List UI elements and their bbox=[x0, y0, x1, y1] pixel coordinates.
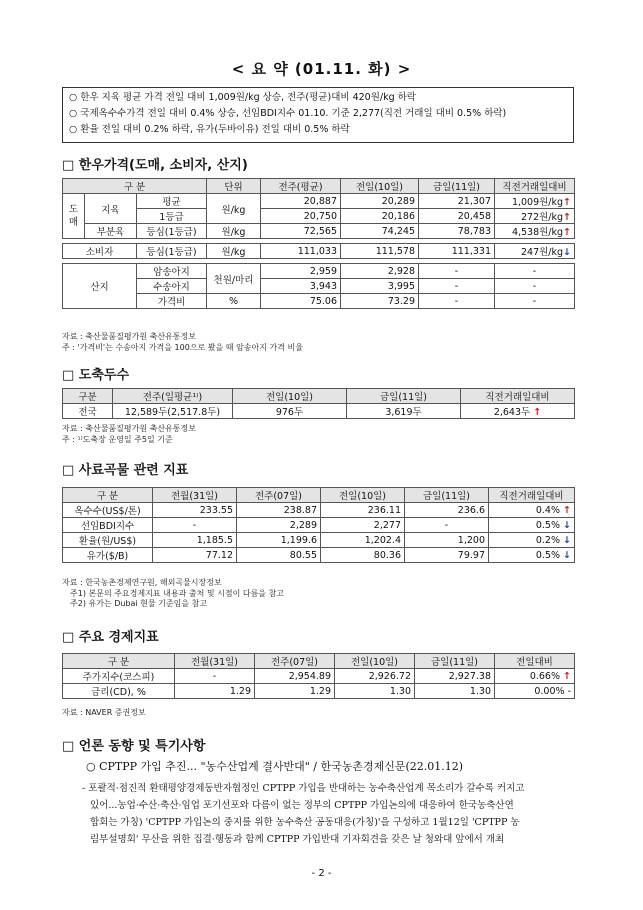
value-cell: 236.11 bbox=[321, 503, 405, 518]
value-cell: 20,750 bbox=[261, 209, 341, 224]
table-row bbox=[63, 224, 575, 239]
value-cell: 2,289 bbox=[237, 518, 321, 533]
value-cell: 77.12 bbox=[153, 548, 237, 563]
summary-line: ○ 국제옥수수가격 전일 대비 0.4% 상승, 선임BDI지수 01.10. 기준 2,277(직전 거래일 대비 0.5% 하락) bbox=[69, 108, 507, 119]
sirloin-label: 등심(1등급) bbox=[137, 244, 207, 259]
change-cell: - bbox=[495, 279, 575, 294]
value-cell: - bbox=[153, 518, 237, 533]
change-cell bbox=[489, 518, 575, 533]
change-value: 0.5% bbox=[535, 519, 560, 531]
value-cell: 2,277 bbox=[321, 518, 405, 533]
header-cell: 직전거래일대비 bbox=[461, 389, 575, 404]
row-label: 주가지수(코스피) bbox=[63, 669, 175, 684]
value-cell: 3,619두 bbox=[347, 404, 461, 419]
value-cell: 233.55 bbox=[153, 503, 237, 518]
value-cell: 20,289 bbox=[341, 194, 419, 209]
change-cell bbox=[489, 548, 575, 563]
header-cell: 직전거래일대비 bbox=[489, 488, 575, 503]
note-line: 주 : ¹⁾도축장 운영일 주5일 기준 bbox=[62, 434, 173, 444]
section-hanwoo-title: □ 한우가격(도매, 소비자, 산지) bbox=[62, 158, 248, 173]
table-row bbox=[63, 548, 575, 563]
consumer-label: 소비자 bbox=[63, 244, 137, 259]
header-cell: 금일(11일) bbox=[415, 654, 495, 669]
note-line: 주 : '가격비'는 수송아지 가격을 100으로 봤을 때 암송아지 가격 비율 bbox=[62, 342, 303, 352]
news-line: 림부설명회' 무산을 위한 집결·행동과 함께 CPTPP 가입반대 기자회견을 갖은 날 청와대 앞에서 개최 bbox=[90, 834, 505, 845]
value-cell: 111,578 bbox=[341, 244, 419, 259]
header-cell: 전일(10일) bbox=[341, 179, 419, 194]
table-row bbox=[63, 244, 575, 259]
summary-box bbox=[62, 87, 574, 143]
change-cell: - bbox=[495, 264, 575, 279]
farm-label: 산지 bbox=[63, 264, 137, 309]
value-cell: - bbox=[405, 518, 489, 533]
arrow-down-icon: ↓ bbox=[563, 534, 571, 546]
arrow-up-icon: ↑ bbox=[533, 407, 542, 418]
change-cell bbox=[495, 224, 575, 239]
row-label: 유가($/B) bbox=[63, 548, 153, 563]
header-cell: 구 분 bbox=[63, 654, 175, 669]
header-cell: 전주(07일) bbox=[255, 654, 335, 669]
row-label: 전국 bbox=[63, 404, 113, 419]
header-cell: 직전거래일대비 bbox=[495, 179, 575, 194]
sirloin-label: 등심(1등급) bbox=[137, 224, 207, 239]
value-cell: 3,995 bbox=[341, 279, 419, 294]
unit-cell: 원/kg bbox=[207, 244, 261, 259]
value-cell: 12,589두(2,517.8두) bbox=[113, 404, 233, 419]
economy-table bbox=[62, 653, 575, 699]
arrow-down-icon: ↓ bbox=[563, 247, 572, 258]
value-cell: 1.30 bbox=[415, 684, 495, 699]
header-cell: 금일(11일) bbox=[419, 179, 495, 194]
table-row bbox=[63, 194, 575, 209]
change-value: 0.66% bbox=[529, 670, 560, 682]
carcass-label: 지육 bbox=[85, 194, 137, 224]
table-row bbox=[63, 279, 575, 294]
value-cell: 74,245 bbox=[341, 224, 419, 239]
value-cell: 21,307 bbox=[419, 194, 495, 209]
value-cell: 238.87 bbox=[237, 503, 321, 518]
row-label: 금리(CD), % bbox=[63, 684, 175, 699]
note-line: 주2) 유가는 Dubai 현물 기준임을 참고 bbox=[70, 599, 208, 608]
change-value: 1,009원/kg bbox=[511, 197, 564, 208]
change-value: 0.4% bbox=[535, 504, 560, 516]
value-cell: 72,565 bbox=[261, 224, 341, 239]
value-cell: 2,927.38 bbox=[415, 669, 495, 684]
change-value: 272원/kg bbox=[521, 212, 564, 223]
note-line: 주1) 본문의 주요경제지표 내용과 출처 및 시점이 다름을 참고 bbox=[70, 588, 285, 598]
value-cell: 2,954.89 bbox=[255, 669, 335, 684]
news-line: 있어...농업·수산·축산·임업 포기선포와 다름이 없는 정부의 CPTPP 가입논의에 대응하여 한국농축산연 bbox=[90, 800, 514, 811]
row-label: 선임BDI지수 bbox=[63, 518, 153, 533]
header-cell: 전주(07일) bbox=[237, 488, 321, 503]
source-note bbox=[62, 708, 146, 719]
value-cell: 20,887 bbox=[261, 194, 341, 209]
row-label: 환율(원/US$) bbox=[63, 533, 153, 548]
change-value: 4,538원/kg bbox=[511, 227, 564, 238]
value-cell: 1.29 bbox=[255, 684, 335, 699]
table-row bbox=[63, 503, 575, 518]
arrow-up-icon: ↑ bbox=[563, 227, 572, 238]
value-cell: 2,959 bbox=[261, 264, 341, 279]
change-cell bbox=[495, 244, 575, 259]
header-cell: 구분 bbox=[63, 389, 113, 404]
table-header-row bbox=[63, 389, 575, 404]
part-label: 부분육 bbox=[85, 224, 137, 239]
page-number: - 2 - bbox=[311, 868, 332, 879]
value-cell: - bbox=[419, 264, 495, 279]
dash-icon: - bbox=[567, 685, 571, 697]
arrow-down-icon: ↓ bbox=[563, 519, 571, 531]
table-row bbox=[63, 209, 575, 224]
news-line: - 포괄적·점진적 환태평양경제동반자협정인 CPTPP 가입을 반대하는 농수축산업계 목소리가 갈수록 커지고 bbox=[82, 783, 525, 794]
arrow-up-icon: ↑ bbox=[563, 504, 571, 516]
change-cell: - bbox=[495, 294, 575, 309]
table-row bbox=[63, 404, 575, 419]
page-title: < 요 약 (01.11. 화) > bbox=[231, 60, 412, 78]
source-note bbox=[62, 424, 196, 445]
source-note bbox=[62, 332, 303, 353]
value-cell: 111,033 bbox=[261, 244, 341, 259]
value-cell: 1,185.5 bbox=[153, 533, 237, 548]
value-cell: 1.29 bbox=[175, 684, 255, 699]
row-label: 옥수수(US$/톤) bbox=[63, 503, 153, 518]
male-calf-label: 수송아지 bbox=[137, 279, 207, 294]
table-row bbox=[63, 294, 575, 309]
change-value: 0.2% bbox=[535, 534, 560, 546]
value-cell: 111,331 bbox=[419, 244, 495, 259]
table-row bbox=[63, 684, 575, 699]
change-cell bbox=[495, 669, 575, 684]
unit-cell: % bbox=[207, 294, 261, 309]
source-note bbox=[62, 578, 284, 610]
header-cell: 전일(10일) bbox=[335, 654, 415, 669]
note-line: 자료 : 축산물품질평가원 축산유통정보 bbox=[62, 332, 196, 341]
change-value: 2,643두 bbox=[493, 407, 531, 418]
change-cell bbox=[489, 533, 575, 548]
hanwoo-price-table bbox=[62, 178, 575, 309]
header-cell: 단위 bbox=[207, 179, 261, 194]
change-value: 0.00% bbox=[534, 685, 565, 697]
header-cell: 전일(10일) bbox=[321, 488, 405, 503]
section-feed-title: □ 사료곡물 관련 지표 bbox=[62, 463, 189, 478]
value-cell: 73.29 bbox=[341, 294, 419, 309]
header-cell: 전주(일평균¹⁾) bbox=[113, 389, 233, 404]
note-line: 자료 : 축산물품질평가원 축산유통정보 bbox=[62, 424, 196, 433]
news-line: 합회는 가칭) 'CPTPP 가입논의 중지를 위한 농수축산 공동대응(가칭)'을 구성하고 1월12일 'CPTPP 농 bbox=[90, 817, 520, 828]
news-headline: ○ CPTPP 가입 추진... "농수산업계 결사반대" / 한국농촌경제신문(22.01.12) bbox=[86, 760, 464, 773]
section-economy-title: □ 주요 경제지표 bbox=[62, 630, 159, 645]
table-row bbox=[63, 518, 575, 533]
value-cell: 20,458 bbox=[419, 209, 495, 224]
value-cell: 75.06 bbox=[261, 294, 341, 309]
change-cell bbox=[495, 209, 575, 224]
header-cell: 전주(평균) bbox=[261, 179, 341, 194]
header-cell: 전일대비 bbox=[495, 654, 575, 669]
value-cell: 79.97 bbox=[405, 548, 489, 563]
table-row bbox=[63, 533, 575, 548]
value-cell: - bbox=[419, 279, 495, 294]
table-header-row bbox=[63, 179, 575, 194]
unit-cell: 원/kg bbox=[207, 194, 261, 224]
value-cell: 2,926.72 bbox=[335, 669, 415, 684]
arrow-up-icon: ↑ bbox=[563, 197, 572, 208]
change-cell bbox=[489, 503, 575, 518]
summary-line: ○ 환율 전일 대비 0.2% 하락, 유가(두바이유) 전일 대비 0.5% 하락 bbox=[69, 124, 350, 135]
section-slaughter-title: □ 도축두수 bbox=[62, 368, 130, 383]
value-cell: 80.55 bbox=[237, 548, 321, 563]
value-cell: 1,202.4 bbox=[321, 533, 405, 548]
summary-line: ○ 한우 지육 평균 가격 전일 대비 1,009원/kg 상승, 전주(평균)대비 420원/kg 하락 bbox=[69, 92, 416, 103]
change-value: 247원/kg bbox=[521, 247, 564, 258]
value-cell: 78,783 bbox=[419, 224, 495, 239]
value-cell: 20,186 bbox=[341, 209, 419, 224]
header-cell: 금일(11일) bbox=[347, 389, 461, 404]
arrow-down-icon: ↓ bbox=[563, 549, 571, 561]
change-cell bbox=[495, 194, 575, 209]
change-cell bbox=[495, 684, 575, 699]
header-cell: 전일(10일) bbox=[233, 389, 347, 404]
arrow-up-icon: ↑ bbox=[563, 670, 571, 682]
price-ratio-label: 가격비 bbox=[137, 294, 207, 309]
value-cell: - bbox=[175, 669, 255, 684]
value-cell: 80.36 bbox=[321, 548, 405, 563]
table-row bbox=[63, 264, 575, 279]
news-body bbox=[82, 780, 585, 848]
female-calf-label: 암송아지 bbox=[137, 264, 207, 279]
value-cell: 976두 bbox=[233, 404, 347, 419]
slaughter-table bbox=[62, 388, 575, 419]
change-cell bbox=[461, 404, 575, 419]
table-header-row bbox=[63, 654, 575, 669]
header-cell: 전월(31일) bbox=[175, 654, 255, 669]
arrow-up-icon: ↑ bbox=[563, 212, 572, 223]
note-line: 자료 : NAVER 증권정보 bbox=[62, 708, 146, 717]
table-row bbox=[63, 669, 575, 684]
value-cell: 236.6 bbox=[405, 503, 489, 518]
value-cell: 1,200 bbox=[405, 533, 489, 548]
value-cell: 3,943 bbox=[261, 279, 341, 294]
value-cell: 1,199.6 bbox=[237, 533, 321, 548]
header-cell: 구 분 bbox=[63, 488, 153, 503]
grade1-label: 1등급 bbox=[137, 209, 207, 224]
header-cell: 전월(31일) bbox=[153, 488, 237, 503]
table-header-row bbox=[63, 488, 575, 503]
value-cell: - bbox=[419, 294, 495, 309]
avg-label: 평균 bbox=[137, 194, 207, 209]
header-cell: 금일(11일) bbox=[405, 488, 489, 503]
unit-cell: 천원/마리 bbox=[207, 264, 261, 294]
wholesale-label: 도매 bbox=[63, 194, 85, 239]
change-value: 0.5% bbox=[535, 549, 560, 561]
value-cell: 1.30 bbox=[335, 684, 415, 699]
feed-grain-table bbox=[62, 487, 575, 563]
note-line: 자료 : 한국농촌경제연구원, 해외곡물시장정보 bbox=[62, 578, 222, 587]
value-cell: 2,928 bbox=[341, 264, 419, 279]
header-cell: 구 분 bbox=[63, 179, 207, 194]
section-media-title: □ 언론 동향 및 특기사항 bbox=[62, 739, 206, 754]
unit-cell: 원/kg bbox=[207, 224, 261, 239]
